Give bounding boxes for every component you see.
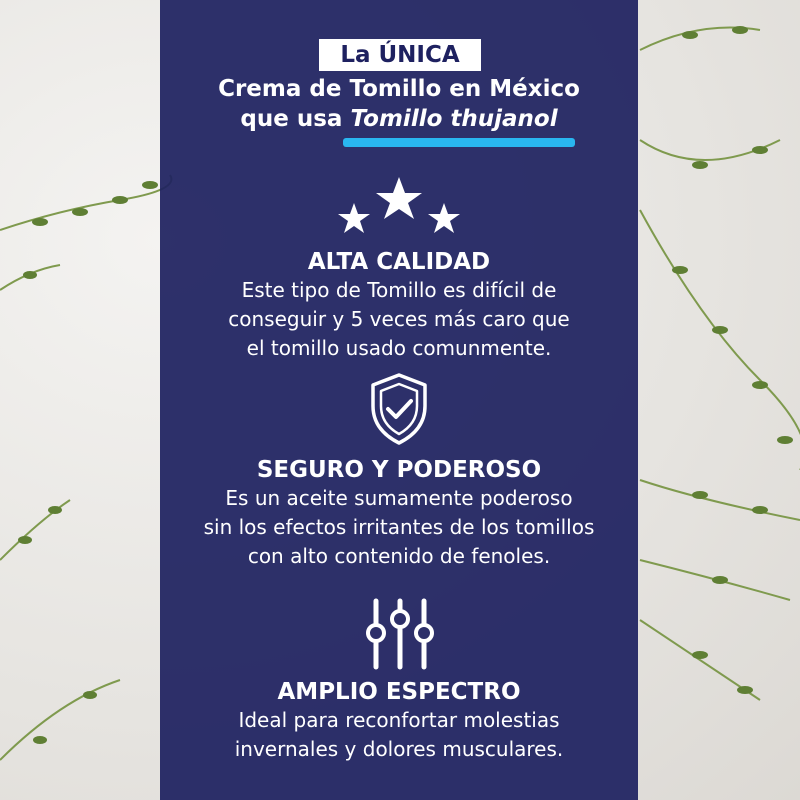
- section-body-amplio-espectro: [160, 706, 638, 764]
- section-line: sin los efectos irritantes de los tomillos: [203, 515, 595, 539]
- highlight-underline: [343, 138, 575, 147]
- unique-badge: La ÚNICA: [319, 39, 481, 71]
- section-title-alta-calidad: ALTA CALIDAD: [307, 249, 491, 275]
- shield-check-icon: [367, 372, 431, 446]
- section-line: Es un aceite sumamente poderoso: [225, 486, 573, 510]
- three-stars-icon: [332, 175, 466, 241]
- section-line: conseguir y 5 veces más caro que: [228, 307, 570, 331]
- section-line: Ideal para reconfortar molestias: [238, 708, 560, 732]
- section-line: el tomillo usado comunmente.: [246, 336, 552, 360]
- headline-line-1: Crema de Tomillo en México: [218, 76, 580, 102]
- section-title-seguro-y-poderoso: SEGURO Y PODEROSO: [256, 457, 542, 483]
- section-body-alta-calidad: [160, 276, 638, 363]
- section-line: con alto contenido de fenoles.: [247, 544, 551, 568]
- sliders-icon: [364, 597, 436, 671]
- headline-emphasis: Tomillo thujanol: [350, 106, 558, 132]
- section-line: invernales y dolores musculares.: [234, 737, 564, 761]
- info-panel: [160, 0, 638, 800]
- headline-prefix: que usa: [240, 106, 351, 132]
- section-title-amplio-espectro: AMPLIO ESPECTRO: [277, 679, 521, 705]
- headline-line-2: [160, 104, 638, 134]
- section-body-seguro-y-poderoso: [160, 484, 638, 571]
- section-line: Este tipo de Tomillo es difícil de: [241, 278, 557, 302]
